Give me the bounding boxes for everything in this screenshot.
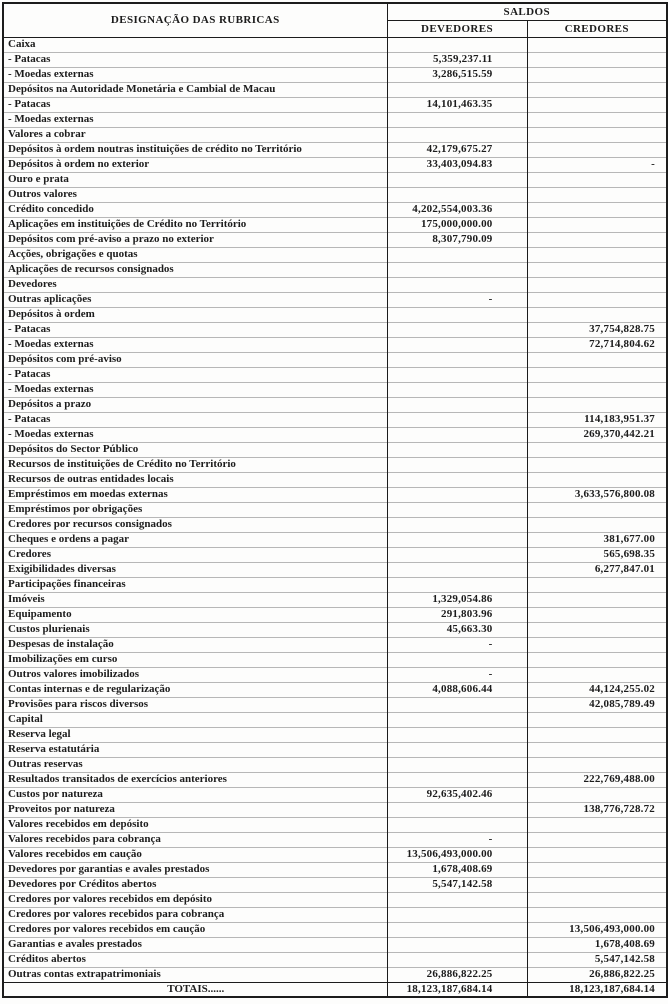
credores-value (527, 517, 667, 532)
credores-value: 381,677.00 (527, 532, 667, 547)
credores-value (527, 592, 667, 607)
table-row (3, 457, 667, 472)
row-label: Depósitos na Autoridade Monetária e Cambial de Macau (3, 82, 387, 97)
row-label: Resultados transitados de exercícios anteriores (3, 772, 387, 787)
devedores-value: - (387, 637, 527, 652)
devedores-value (387, 277, 527, 292)
row-label: Reserva estatutária (3, 742, 387, 757)
credores-value: 13,506,493,000.00 (527, 922, 667, 937)
devedores-value: 175,000,000.00 (387, 217, 527, 232)
table-row (3, 727, 667, 742)
credores-value (527, 577, 667, 592)
table-row (3, 562, 667, 577)
row-label: - Patacas (3, 412, 387, 427)
devedores-value (387, 322, 527, 337)
row-label: - Patacas (3, 52, 387, 67)
credores-value: 138,776,728.72 (527, 802, 667, 817)
row-label: Custos plurienais (3, 622, 387, 637)
table-row (3, 592, 667, 607)
row-label: - Patacas (3, 322, 387, 337)
table-row (3, 337, 667, 352)
table-row (3, 712, 667, 727)
row-label: Empréstimos em moedas externas (3, 487, 387, 502)
devedores-value (387, 652, 527, 667)
devedores-value: 45,663.30 (387, 622, 527, 637)
table-row (3, 247, 667, 262)
devedores-value (387, 772, 527, 787)
devedores-value: 14,101,463.35 (387, 97, 527, 112)
devedores-value (387, 742, 527, 757)
devedores-value: 3,286,515.59 (387, 67, 527, 82)
row-label: Despesas de instalação (3, 637, 387, 652)
row-label: Garantias e avales prestados (3, 937, 387, 952)
credores-value (527, 742, 667, 757)
header-row-top (3, 3, 667, 20)
table-row (3, 232, 667, 247)
devedores-value: 5,547,142.58 (387, 877, 527, 892)
table-row (3, 187, 667, 202)
table-row (3, 37, 667, 52)
devedores-value: 18,123,187,684.14 (387, 982, 527, 997)
table-row (3, 967, 667, 982)
devedores-value (387, 697, 527, 712)
row-label: Capital (3, 712, 387, 727)
row-label: Outros valores imobilizados (3, 667, 387, 682)
credores-value (527, 187, 667, 202)
devedores-value (387, 37, 527, 52)
credores-value: 3,633,576,800.08 (527, 487, 667, 502)
table-row (3, 262, 667, 277)
devedores-value (387, 397, 527, 412)
table-row (3, 217, 667, 232)
devedores-value (387, 187, 527, 202)
row-label: Depósitos à ordem (3, 307, 387, 322)
credores-value (527, 82, 667, 97)
credores-value (527, 127, 667, 142)
devedores-value: 1,678,408.69 (387, 862, 527, 877)
row-label: Outros valores (3, 187, 387, 202)
devedores-value (387, 382, 527, 397)
row-label: Depósitos à ordem no exterior (3, 157, 387, 172)
row-label: Valores recebidos em caução (3, 847, 387, 862)
row-label: Créditos abertos (3, 952, 387, 967)
table-row (3, 52, 667, 67)
row-label: - Patacas (3, 97, 387, 112)
row-label: Outras aplicações (3, 292, 387, 307)
table-row (3, 907, 667, 922)
row-label: Reserva legal (3, 727, 387, 742)
table-row (3, 652, 667, 667)
devedores-value: - (387, 667, 527, 682)
row-label: Recursos de instituições de Crédito no Território (3, 457, 387, 472)
table-row (3, 682, 667, 697)
table-row (3, 697, 667, 712)
row-label: - Patacas (3, 367, 387, 382)
devedores-value (387, 562, 527, 577)
column-header-credores: CREDORES (527, 20, 667, 37)
row-label: Credores por recursos consignados (3, 517, 387, 532)
credores-value (527, 397, 667, 412)
table-row (3, 577, 667, 592)
credores-value (527, 847, 667, 862)
row-label: Valores recebidos para cobrança (3, 832, 387, 847)
devedores-value (387, 262, 527, 277)
devedores-value (387, 892, 527, 907)
credores-value (527, 607, 667, 622)
table-row (3, 742, 667, 757)
table-row (3, 382, 667, 397)
row-label: - Moedas externas (3, 337, 387, 352)
table-row (3, 322, 667, 337)
table-row (3, 82, 667, 97)
row-label: Caixa (3, 37, 387, 52)
credores-value: 565,698.35 (527, 547, 667, 562)
row-label: Crédito concedido (3, 202, 387, 217)
credores-value (527, 217, 667, 232)
table-row (3, 532, 667, 547)
devedores-value: 26,886,822.25 (387, 967, 527, 982)
row-label: Proveitos por natureza (3, 802, 387, 817)
credores-value (527, 307, 667, 322)
table-row (3, 487, 667, 502)
row-label: Acções, obrigações e quotas (3, 247, 387, 262)
table-row (3, 472, 667, 487)
devedores-value (387, 802, 527, 817)
row-label: Participações financeiras (3, 577, 387, 592)
row-label: Custos por natureza (3, 787, 387, 802)
row-label: - Moedas externas (3, 112, 387, 127)
credores-value: 42,085,789.49 (527, 697, 667, 712)
table-row (3, 352, 667, 367)
table-row (3, 172, 667, 187)
table-row (3, 862, 667, 877)
table-row (3, 202, 667, 217)
table-row (3, 517, 667, 532)
devedores-value: 33,403,094.83 (387, 157, 527, 172)
row-label: Provisões para riscos diversos (3, 697, 387, 712)
table-row (3, 877, 667, 892)
row-label: Credores (3, 547, 387, 562)
credores-value (527, 97, 667, 112)
table-row (3, 802, 667, 817)
devedores-value (387, 457, 527, 472)
credores-value (527, 877, 667, 892)
devedores-value (387, 547, 527, 562)
devedores-value (387, 247, 527, 262)
devedores-value (387, 82, 527, 97)
credores-value (527, 787, 667, 802)
credores-value (527, 667, 667, 682)
devedores-value (387, 937, 527, 952)
credores-value (527, 502, 667, 517)
table-row (3, 97, 667, 112)
credores-value: 37,754,828.75 (527, 322, 667, 337)
devedores-value: 1,329,054.86 (387, 592, 527, 607)
row-label: Imobilizações em curso (3, 652, 387, 667)
credores-value: - (527, 157, 667, 172)
devedores-value (387, 712, 527, 727)
devedores-value (387, 367, 527, 382)
row-label: Contas internas e de regularização (3, 682, 387, 697)
row-label: Devedores (3, 277, 387, 292)
column-header-devedores: DEVEDORES (387, 20, 527, 37)
devedores-value: - (387, 832, 527, 847)
row-label: Depósitos do Sector Público (3, 442, 387, 457)
devedores-value (387, 412, 527, 427)
row-label: Cheques e ordens a pagar (3, 532, 387, 547)
row-label: Depósitos à ordem noutras instituições de crédito no Território (3, 142, 387, 157)
credores-value: 1,678,408.69 (527, 937, 667, 952)
row-label: Aplicações de recursos consignados (3, 262, 387, 277)
devedores-value (387, 172, 527, 187)
devedores-value (387, 727, 527, 742)
credores-value (527, 622, 667, 637)
credores-value: 18,123,187,684.14 (527, 982, 667, 997)
row-label: Valores a cobrar (3, 127, 387, 142)
devedores-value (387, 427, 527, 442)
table-row (3, 922, 667, 937)
credores-value (527, 712, 667, 727)
credores-value (527, 202, 667, 217)
row-label: - Moedas externas (3, 382, 387, 397)
devedores-value (387, 952, 527, 967)
credores-value (527, 352, 667, 367)
table-row (3, 142, 667, 157)
row-label: Outras contas extrapatrimoniais (3, 967, 387, 982)
table-body (3, 37, 667, 997)
table-row (3, 832, 667, 847)
table-row (3, 937, 667, 952)
row-label: Credores por valores recebidos em depósito (3, 892, 387, 907)
column-header-saldos: SALDOS (387, 3, 667, 20)
credores-value (527, 832, 667, 847)
credores-value (527, 382, 667, 397)
table-row (3, 622, 667, 637)
table-row (3, 412, 667, 427)
table-row (3, 397, 667, 412)
row-label: Depósitos a prazo (3, 397, 387, 412)
table-row (3, 277, 667, 292)
credores-value: 5,547,142.58 (527, 952, 667, 967)
devedores-value (387, 472, 527, 487)
row-label: Depósitos com pré-aviso a prazo no exterior (3, 232, 387, 247)
row-label: Outras reservas (3, 757, 387, 772)
credores-value: 222,769,488.00 (527, 772, 667, 787)
row-label: Devedores por garantias e avales prestados (3, 862, 387, 877)
devedores-value (387, 532, 527, 547)
row-label: Ouro e prata (3, 172, 387, 187)
credores-value: 72,714,804.62 (527, 337, 667, 352)
row-label: - Moedas externas (3, 67, 387, 82)
credores-value: 6,277,847.01 (527, 562, 667, 577)
row-label: TOTAIS...... (3, 982, 387, 997)
row-label: Equipamento (3, 607, 387, 622)
credores-value (527, 472, 667, 487)
credores-value: 269,370,442.21 (527, 427, 667, 442)
devedores-value (387, 337, 527, 352)
table-row (3, 667, 667, 682)
table-row (3, 847, 667, 862)
table-row (3, 307, 667, 322)
devedores-value: 8,307,790.09 (387, 232, 527, 247)
devedores-value: 92,635,402.46 (387, 787, 527, 802)
devedores-value: 5,359,237.11 (387, 52, 527, 67)
credores-value (527, 817, 667, 832)
table-row (3, 112, 667, 127)
credores-value (527, 457, 667, 472)
credores-value (527, 112, 667, 127)
row-label: Exigibilidades diversas (3, 562, 387, 577)
credores-value (527, 232, 667, 247)
table-row (3, 892, 667, 907)
devedores-value: 4,202,554,003.36 (387, 202, 527, 217)
table-row (3, 427, 667, 442)
devedores-value (387, 127, 527, 142)
table-row (3, 757, 667, 772)
credores-value (527, 142, 667, 157)
table-row (3, 772, 667, 787)
devedores-value (387, 307, 527, 322)
devedores-value (387, 577, 527, 592)
row-label: Credores por valores recebidos em caução (3, 922, 387, 937)
credores-value (527, 172, 667, 187)
table-row (3, 547, 667, 562)
devedores-value (387, 922, 527, 937)
credores-value (527, 292, 667, 307)
credores-value (527, 52, 667, 67)
table-row (3, 292, 667, 307)
table-row (3, 637, 667, 652)
credores-value (527, 862, 667, 877)
table-row (3, 67, 667, 82)
row-label: Empréstimos por obrigações (3, 502, 387, 517)
table-row (3, 952, 667, 967)
devedores-value: 13,506,493,000.00 (387, 847, 527, 862)
devedores-value (387, 502, 527, 517)
devedores-value (387, 517, 527, 532)
credores-value (527, 247, 667, 262)
table-row (3, 607, 667, 622)
credores-value (527, 637, 667, 652)
table-row (3, 442, 667, 457)
devedores-value (387, 352, 527, 367)
row-label: Aplicações em instituições de Crédito no Território (3, 217, 387, 232)
table-header (3, 3, 667, 37)
row-label: - Moedas externas (3, 427, 387, 442)
devedores-value: 42,179,675.27 (387, 142, 527, 157)
row-label: Valores recebidos em depósito (3, 817, 387, 832)
row-label: Credores por valores recebidos para cobrança (3, 907, 387, 922)
table-row (3, 817, 667, 832)
credores-value (527, 892, 667, 907)
table-row (3, 367, 667, 382)
row-label: Imóveis (3, 592, 387, 607)
credores-value (527, 442, 667, 457)
row-label: Recursos de outras entidades locais (3, 472, 387, 487)
row-label: Depósitos com pré-aviso (3, 352, 387, 367)
credores-value (527, 262, 667, 277)
table-row (3, 502, 667, 517)
totals-row (3, 982, 667, 997)
devedores-value (387, 817, 527, 832)
credores-value: 26,886,822.25 (527, 967, 667, 982)
credores-value (527, 37, 667, 52)
devedores-value: 4,088,606.44 (387, 682, 527, 697)
credores-value (527, 907, 667, 922)
credores-value (527, 757, 667, 772)
credores-value (527, 277, 667, 292)
devedores-value (387, 907, 527, 922)
devedores-value: 291,803.96 (387, 607, 527, 622)
credores-value: 44,124,255.02 (527, 682, 667, 697)
table-row (3, 157, 667, 172)
table-row (3, 127, 667, 142)
credores-value (527, 727, 667, 742)
devedores-value: - (387, 292, 527, 307)
credores-value (527, 67, 667, 82)
devedores-value (387, 442, 527, 457)
credores-value (527, 652, 667, 667)
devedores-value (387, 487, 527, 502)
credores-value: 114,183,951.37 (527, 412, 667, 427)
table-row (3, 787, 667, 802)
row-label: Devedores por Créditos abertos (3, 877, 387, 892)
devedores-value (387, 757, 527, 772)
devedores-value (387, 112, 527, 127)
balance-sheet-table (2, 2, 668, 998)
column-header-designacao: DESIGNAÇÃO DAS RUBRICAS (3, 3, 387, 37)
credores-value (527, 367, 667, 382)
